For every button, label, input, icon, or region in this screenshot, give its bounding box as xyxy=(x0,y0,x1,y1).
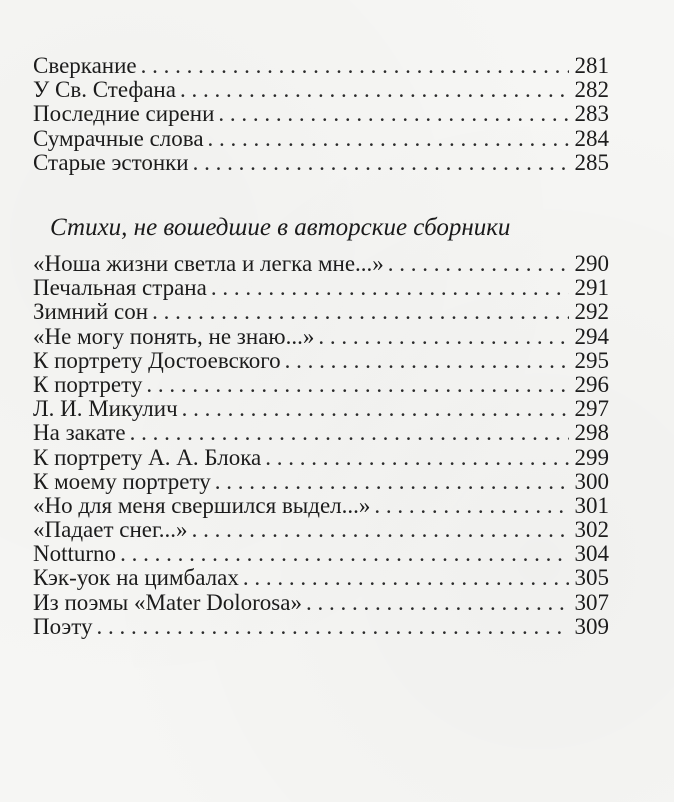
toc-entry xyxy=(33,518,609,542)
toc-entry xyxy=(33,349,609,373)
toc-entry-page: 309 xyxy=(574,613,609,639)
leader-dots xyxy=(265,446,569,470)
leader-dots xyxy=(193,151,569,175)
toc-entry xyxy=(33,54,609,78)
toc-entry-page: 285 xyxy=(574,149,609,175)
toc-entry-title: «Но для меня свершился выдел...» xyxy=(33,492,371,518)
toc-entry xyxy=(33,127,609,151)
toc-entry-title: К моему портрету xyxy=(33,468,211,494)
toc-entry-page: 307 xyxy=(574,589,609,615)
leader-dots xyxy=(130,421,569,445)
toc-entry-page: 282 xyxy=(574,77,609,103)
toc-entry-title: Л. И. Микулич xyxy=(33,396,178,422)
leader-dots xyxy=(192,518,569,542)
toc-list-first xyxy=(33,54,609,175)
toc-entry xyxy=(33,276,609,300)
leader-dots xyxy=(97,615,569,639)
toc-entry xyxy=(33,300,609,324)
toc-entry-page: 299 xyxy=(574,444,609,470)
toc-entry xyxy=(33,446,609,470)
toc-entry xyxy=(33,566,609,590)
leader-dots xyxy=(215,470,569,494)
leader-dots xyxy=(152,300,569,324)
toc-entry xyxy=(33,470,609,494)
toc-entry-title: Из поэмы «Mater Dolorosa» xyxy=(33,589,302,615)
toc-entry-page: 301 xyxy=(574,492,609,518)
toc-entry-title: Кэк-уок на цимбалах xyxy=(33,565,239,591)
toc-entry-title: Сверкание xyxy=(33,53,137,78)
toc-entry-title: К портрету А. А. Блока xyxy=(33,444,262,470)
toc-entry-title: «Ноша жизни светла и легка мне...» xyxy=(33,251,384,276)
toc-entry xyxy=(33,591,609,615)
toc-entry-title: На закате xyxy=(33,420,126,446)
toc-entry-page: 304 xyxy=(574,541,609,567)
toc-entry-page: 283 xyxy=(574,101,609,127)
toc-entry xyxy=(33,421,609,445)
toc-entry-title: «Падает снег...» xyxy=(33,517,188,543)
toc-entry xyxy=(33,102,609,126)
toc-entry-page: 302 xyxy=(574,517,609,543)
toc-list-second xyxy=(33,252,609,639)
toc-entry-title: Сумрачные слова xyxy=(33,125,204,151)
leader-dots xyxy=(211,276,569,300)
toc-entry-title: У Св. Стефана xyxy=(33,77,176,103)
leader-dots xyxy=(120,542,569,566)
toc-entry xyxy=(33,542,609,566)
toc-entry-page: 291 xyxy=(574,275,609,301)
leader-dots xyxy=(208,127,569,151)
toc-entry xyxy=(33,373,609,397)
leader-dots xyxy=(180,78,569,102)
toc-entry xyxy=(33,494,609,518)
leader-dots xyxy=(146,373,569,397)
toc-entry xyxy=(33,615,609,639)
leader-dots xyxy=(285,349,569,373)
section-heading: Стихи, не вошедшие в авторские сборники xyxy=(50,214,511,241)
toc-entry-title: Печальная страна xyxy=(33,275,207,301)
toc-entry xyxy=(33,252,609,276)
toc-entry-title: К портрету xyxy=(33,371,143,397)
leader-dots xyxy=(306,591,569,615)
toc-entry-title: Зимний сон xyxy=(33,299,149,325)
toc-entry-title: Поэту xyxy=(33,613,93,639)
toc-entry-page: 296 xyxy=(574,371,609,397)
toc-entry-title: Последние сирени xyxy=(33,101,215,127)
leader-dots xyxy=(243,566,569,590)
toc-entry-page: 292 xyxy=(574,299,609,325)
toc-entry-title: Notturno xyxy=(33,541,117,567)
toc-entry-title: Старые эстонки xyxy=(33,149,189,175)
toc-entry-title: К портрету Достоевского xyxy=(33,347,281,373)
leader-dots xyxy=(218,102,569,126)
toc-entry-page: 290 xyxy=(574,251,609,276)
toc-entry-page: 298 xyxy=(574,420,609,446)
toc-entry xyxy=(33,151,609,175)
leader-dots xyxy=(374,494,569,518)
toc-entry xyxy=(33,325,609,349)
toc-entry-page: 284 xyxy=(574,125,609,151)
toc-entry-page: 281 xyxy=(574,53,609,78)
leader-dots xyxy=(318,325,569,349)
leader-dots xyxy=(141,54,569,78)
toc-entry xyxy=(33,78,609,102)
toc-entry-page: 300 xyxy=(574,468,609,494)
toc-entry xyxy=(33,397,609,421)
toc-entry-title: «Не могу понять, не знаю...» xyxy=(33,323,315,349)
toc-entry-page: 295 xyxy=(574,347,609,373)
leader-dots xyxy=(388,252,569,276)
toc-entry-page: 294 xyxy=(574,323,609,349)
toc-entry-page: 297 xyxy=(574,396,609,422)
toc-entry-page: 305 xyxy=(574,565,609,591)
leader-dots xyxy=(182,397,569,421)
